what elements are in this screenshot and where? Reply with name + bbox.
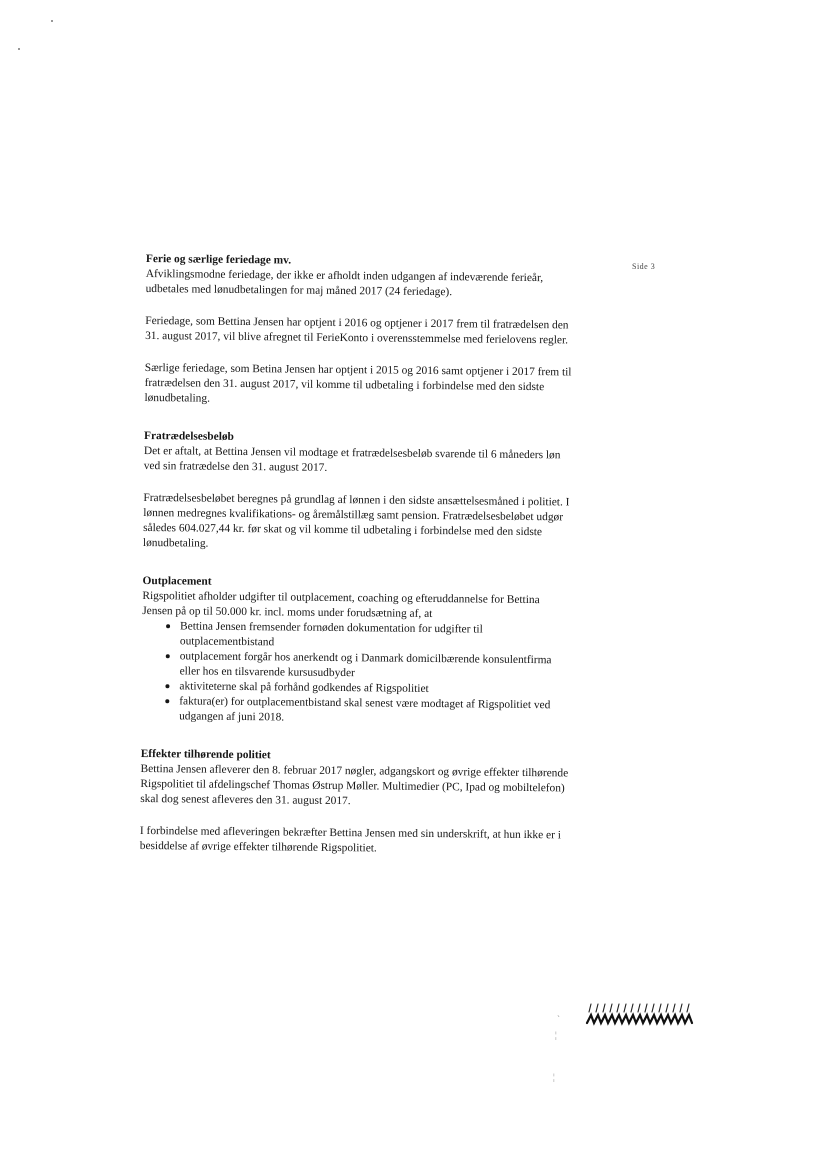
paragraph: Bettina Jensen afleverer den 8. februar 2017 nøgler, adgangskort og øvrige effekter tilhørende Rigspolitiet til afdelingschef Thomas Østrup Møller. Multimedier (PC, Ipad og mobiltelefon) skal dog senest afleveres den 31. august 2017. (140, 762, 569, 808)
bullet-icon (165, 684, 169, 688)
list-item (142, 649, 572, 684)
paragraph: Det er aftalt, at Bettina Jensen vil modtage et fratrædelsesbeløb svarende til 6 måneders løn ved sin fratrædelse den 31. august 2017. (143, 444, 561, 474)
section-heading: Fratrædelsesbeløb (144, 429, 234, 443)
paragraph: I forbindelse med afleveringen bekræfter Bettina Jensen med sin underskrift, at hun ikke er i besiddelse af øvrige effekter tilhørende Rigspolitiet. (139, 824, 561, 855)
bullet-list (141, 619, 572, 728)
paragraph: Rigspolitiet afholder udgifter til outplacement, coaching og efteruddannelse for Bettina Jensen på op til 50.000 kr. incl. moms under forudsætning af, at (142, 589, 540, 621)
scan-mark: ¦ (555, 1030, 557, 1040)
scan-mark: ˋ (557, 1014, 560, 1024)
initials-signature (585, 1001, 695, 1027)
section-heading: Ferie og særlige feriedage mv. (145, 252, 292, 267)
list-item (141, 694, 571, 729)
paragraph: Feriedage, som Bettina Jensen har optjent i 2016 og optjener i 2017 frem til fratrædelsen den 31. august 2017, vil blive afregnet til FerieKonto i overensstemmelse med ferielovens regler. (145, 314, 569, 347)
scan-speck (51, 20, 53, 22)
list-item-text: faktura(er) for outplacementbistand skal senest være modtaget af Rigspolitiet ved udgangen af juni 2018. (179, 695, 551, 724)
scan-mark: ¦ (553, 1072, 555, 1082)
document-body (140, 252, 576, 858)
section-severance (143, 429, 574, 555)
bullet-icon (165, 699, 169, 703)
paragraph: Særlige feriedage, som Betina Jensen har optjent i 2015 og 2016 samt optjener i 2017 frem til fratrædelsen den 31. august 2017, vil komme til udbetaling i forbindelse med den sidste lønudbetaling. (144, 361, 572, 405)
paragraph: Afviklingsmodne feriedage, der ikke er afholdt inden udgangen af indeværende ferieår, udbetales med lønudbetalingen for maj måned 2017 (24 feriedage). (145, 267, 544, 299)
section-heading: Outplacement (142, 574, 212, 588)
section-heading: Effekter tilhørende politiet (140, 747, 271, 762)
list-item-text: Bettina Jensen fremsender fornøden dokumentation for udgifter til outplacementbistand (179, 620, 483, 649)
bullet-icon (166, 654, 170, 658)
page-number: Side 3 (632, 262, 656, 271)
paragraph: Fratrædelsesbeløbet beregnes på grundlag af lønnen i den sidste ansættelsesmåned i politiet. I lønnen medregnes kvalifikations- og åremålstillæg samt pension. Fratrædelsesbeløbet udgør således 604.027,44 kr. før skat og vil komme til udbetaling i forbindelse med den sidste lønudbetaling. (142, 491, 570, 550)
section-police-effects (140, 747, 571, 858)
bullet-icon (166, 624, 170, 628)
section-outplacement (141, 574, 573, 728)
list-item-text: aktiviteterne skal på forhånd godkendes af Rigspolitiet (179, 680, 429, 695)
scan-speck (18, 48, 20, 50)
list-item (142, 619, 572, 654)
section-vacation (144, 252, 576, 410)
list-item-text: outplacement forgår hos anerkendt og i Danmark domicilbærende konsulentfirma eller hos en tilsvarende kursusudbyder (179, 650, 552, 680)
